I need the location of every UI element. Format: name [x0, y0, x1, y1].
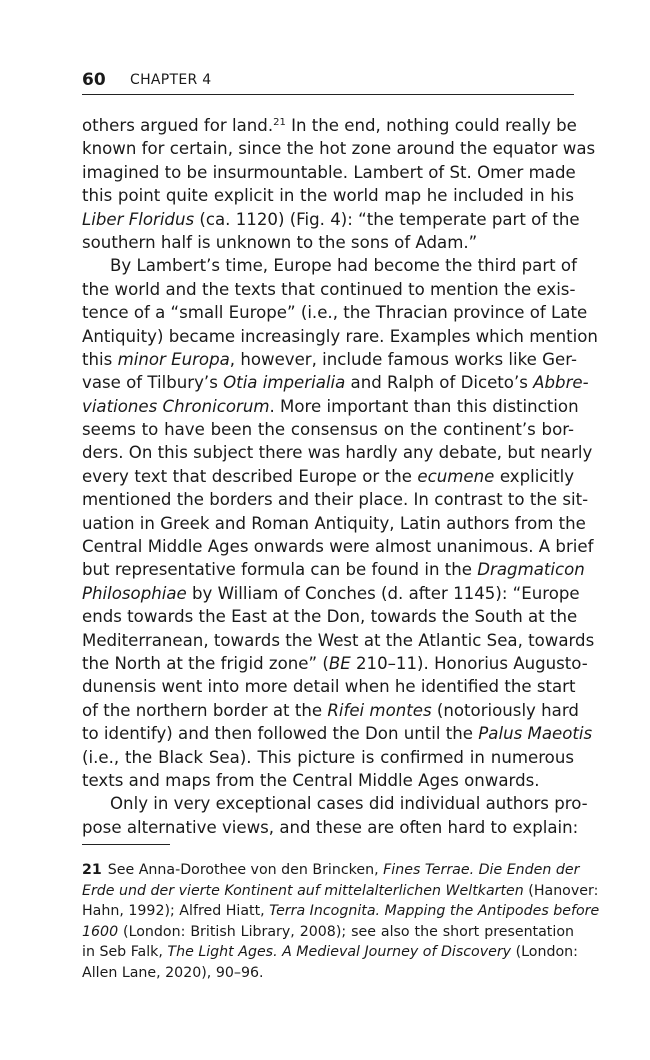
footnote-number: 21: [82, 862, 102, 878]
text-line: uation in Greek and Roman Antiquity, Latin authors from the: [82, 513, 586, 533]
footnote-line: Allen Lane, 2020), 90–96.: [82, 964, 264, 981]
italic-text: Erde und der vierte Kontinent auf mittelalterlichen Weltkarten: [82, 882, 524, 899]
text-line: this minor Europa, however, include famous works like Ger-: [82, 349, 577, 369]
text-line: known for certain, since the hot zone around the equator was: [82, 139, 596, 159]
text-line: Mediterranean, towards the West at the Atlantic Sea, towards: [82, 630, 595, 650]
italic-text: Terra Incognita. Mapping the Antipodes before: [269, 903, 600, 920]
body-text: [82, 114, 598, 839]
text-line: texts and maps from the Central Middle Ages onwards.: [82, 770, 540, 790]
text-line: viationes Chronicorum. More important than this distinction: [82, 396, 579, 416]
text-line: but representative formula can be found in the Dragmaticon: [82, 560, 585, 580]
footnote-line: Erde und der vierte Kontinent auf mittelalterlichen Weltkarten (Hanover:: [82, 882, 599, 899]
italic-text: Rifei montes: [327, 700, 432, 720]
italic-text: Otia imperialia: [223, 373, 346, 393]
italic-text: Fines Terrae. Die Enden der: [383, 862, 580, 878]
text-line: mentioned the borders and their place. In contrast to the sit-: [82, 490, 589, 510]
text-line: pose alternative views, and these are often hard to explain:: [82, 817, 579, 837]
footnote-line: in Seb Falk, The Light Ages. A Medieval Journey of Discovery (London:: [82, 944, 578, 961]
text-line: imagined to be insurmountable. Lambert of St. Omer made: [82, 162, 576, 182]
footnote-line: 21 See Anna-Dorothee von den Brincken, Fines Terrae. Die Enden der: [82, 862, 580, 878]
text-line: dunensis went into more detail when he identified the start: [82, 677, 576, 697]
text-line: the world and the texts that continued to mention the exis-: [82, 279, 576, 299]
text-line: others argued for land.$^{21}$ In the end, nothing could really be: [82, 116, 577, 135]
text-line: ders. On this subject there was hardly any debate, but nearly: [82, 443, 593, 463]
italic-text: ecumene: [417, 466, 495, 486]
text-line: this point quite explicit in the world map he included in his: [82, 186, 574, 206]
chapter-title: CHAPTER 4: [130, 72, 212, 88]
running-header: [82, 68, 574, 95]
italic-text: Palus Maeotis: [478, 724, 593, 744]
italic-text: viationes Chronicorum: [82, 396, 270, 416]
footnote-line: Hahn, 1992); Alfred Hiatt, Terra Incognita. Mapping the Antipodes before: [82, 903, 600, 920]
text-line: Only in very exceptional cases did individual authors pro-: [110, 794, 588, 814]
italic-text: Liber Floridus: [82, 209, 195, 229]
footnote-divider: [82, 844, 170, 845]
text-line: the North at the frigid zone” (BE 210–11). Honorius Augusto-: [82, 653, 588, 673]
footnote-ref: 21: [273, 117, 286, 128]
italic-text: minor Europa: [117, 349, 230, 369]
text-line: vase of Tilbury’s Otia imperialia and Ralph of Diceto’s Abbre-: [82, 373, 589, 393]
footnote-line: 1600 (London: British Library, 2008); see also the short presentation: [82, 923, 574, 940]
text-line: ends towards the East at the Don, towards the South at the: [82, 607, 578, 627]
text-line: seems to have been the consensus on the continent’s bor-: [82, 420, 574, 440]
text-line: By Lambert’s time, Europe had become the third part of: [110, 256, 577, 276]
text-line: Philosophiae by William of Conches (d. after 1145): “Europe: [82, 583, 580, 603]
text-line: every text that described Europe or the ecumene explicitly: [82, 466, 575, 486]
italic-text: Dragmaticon: [477, 560, 585, 580]
text-line: Antiquity) became increasingly rare. Examples which mention: [82, 326, 598, 346]
text-line: Central Middle Ages onwards were almost unanimous. A brief: [82, 537, 594, 557]
italic-text: 1600: [82, 923, 119, 940]
italic-text: The Light Ages. A Medieval Journey of Discovery: [167, 944, 512, 961]
text-line: of the northern border at the Rifei montes (notoriously hard: [82, 700, 579, 720]
text-line: tence of a “small Europe” (i.e., the Thracian province of Late: [82, 303, 588, 323]
italic-text: BE: [328, 653, 351, 673]
text-line: southern half is unknown to the sons of Adam.”: [82, 232, 478, 252]
italic-text: Abbre-: [533, 373, 589, 393]
text-line: to identify) and then followed the Don until the Palus Maeotis: [82, 724, 593, 744]
page-number: 60: [82, 70, 106, 90]
text-line: Liber Floridus (ca. 1120) (Fig. 4): “the temperate part of the: [82, 209, 580, 229]
italic-text: Philosophiae: [82, 583, 187, 603]
footnote: [82, 860, 600, 984]
text-line: (i.e., the Black Sea). This picture is confirmed in numerous: [82, 747, 574, 767]
